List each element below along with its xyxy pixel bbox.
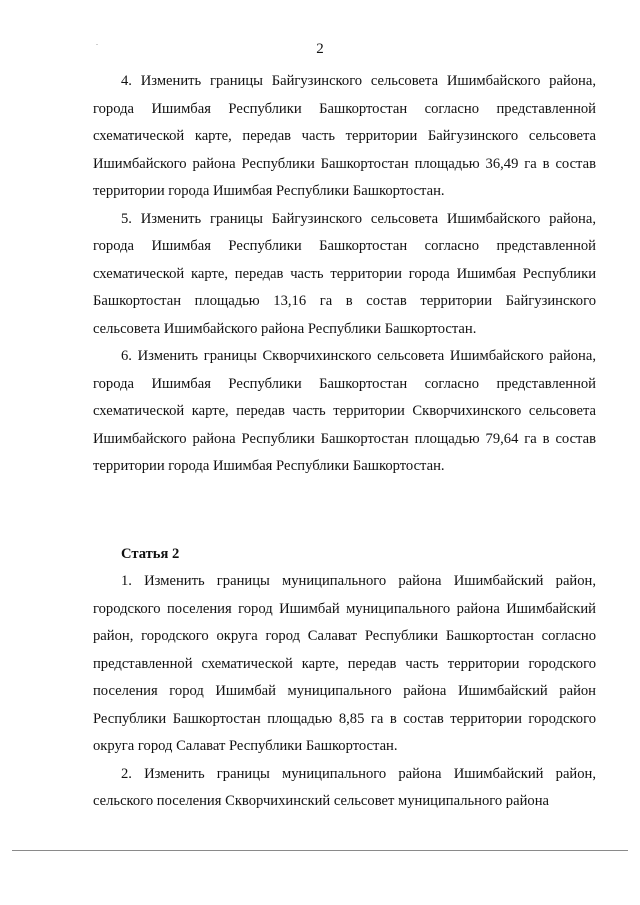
- article2-heading: Статья 2: [121, 545, 180, 562]
- article1-item-6: 6. Изменить границы Скворчихинского сельсовета Ишимбайского района, города Ишимбая Республики Башкортостан согласно представленной схематической карте, передав часть территории Скворчихинского сельсовета Ишимбайского района Республики Башкортостан площадью 79,64 га в состав территории города Ишимбая Республики Башкортостан.: [93, 348, 596, 474]
- document-body: [93, 68, 596, 816]
- page-number: 2: [316, 41, 324, 57]
- article2-item-1: 1. Изменить границы муниципального района Ишимбайский район, городского поселения город Ишимбай муниципального района Ишимбайский район, городского округа город Салават Республики Башкортостан согласно представленной схематической карте, передав часть территории городского поселения город Ишимбай муниципального района Ишимбайский район Республики Башкортостан площадью 8,85 га в состав территории городского округа город Салават Республики Башкортостан.: [93, 573, 596, 754]
- page-bottom-divider: [12, 850, 628, 851]
- article1-item-5: 5. Изменить границы Байгузинского сельсовета Ишимбайского района, города Ишимбая Республики Башкортостан согласно представленной схематической карте, передав часть территории города Ишимбая Республики Башкортостан площадью 13,16 га в состав территории Байгузинского сельсовета Ишимбайского района Республики Башкортостан.: [93, 210, 596, 337]
- article1-item-4: 4. Изменить границы Байгузинского сельсовета Ишимбайского района, города Ишимбая Республики Башкортостан согласно представленной схематической карте, передав часть территории Байгузинского сельсовета Ишимбайского района Республики Башкортостан площадью 36,49 га в состав территории города Ишимбая Республики Башкортостан.: [93, 73, 596, 199]
- article2-item-2: 2. Изменить границы муниципального района Ишимбайский район, сельского поселения Скворчихинский сельсовет муниципального района: [93, 765, 596, 809]
